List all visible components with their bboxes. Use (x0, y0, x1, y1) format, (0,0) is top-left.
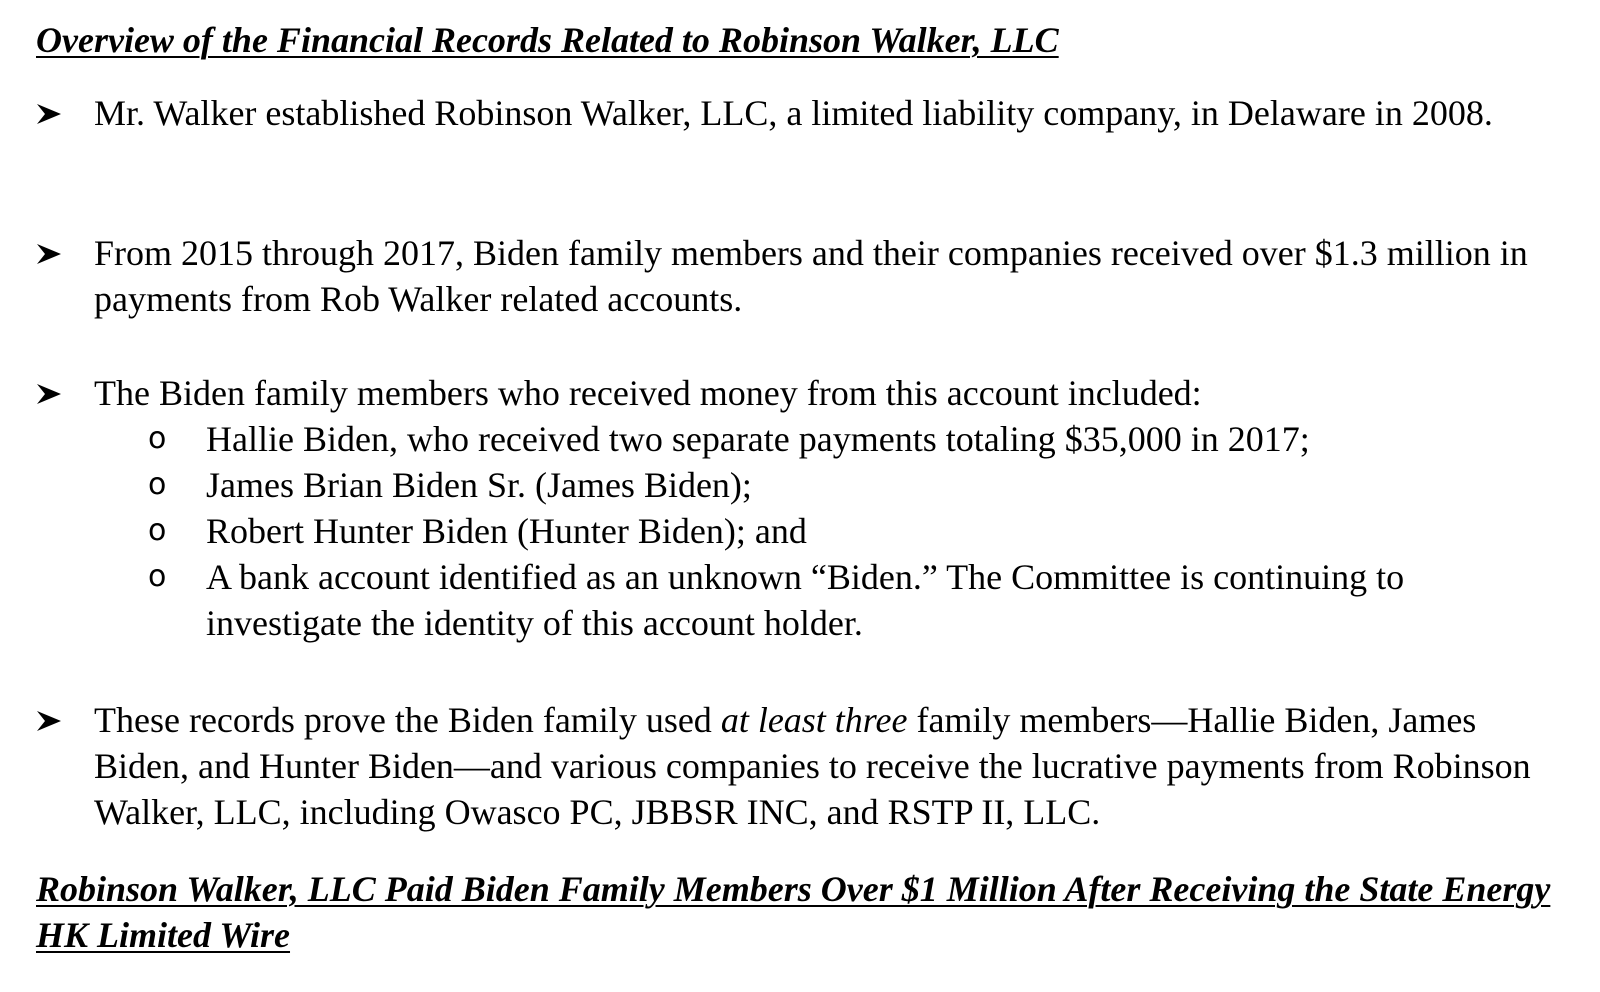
circle-bullet-icon: o (148, 559, 167, 594)
circle-bullet-icon: o (148, 467, 167, 502)
emphasized-text: at least three (720, 700, 908, 740)
sub-list-text: Hallie Biden, who received two separate payments totaling $35,000 in 2017; (206, 419, 1310, 459)
arrowhead-bullet-icon (36, 103, 62, 125)
sub-list-text: A bank account identified as an unknown “Biden.” The Committee is continuing to investigate the identity of this account holder. (206, 557, 1405, 643)
arrowhead-bullet-icon (36, 243, 62, 265)
bullet-item-records-prove (36, 697, 1566, 835)
sub-list-item (148, 554, 1566, 646)
bullet-text (94, 697, 1566, 835)
section-heading-payments: Robinson Walker, LLC Paid Biden Family Members Over $1 Million After Receiving the State Energy HK Limited Wire (36, 869, 1551, 955)
bullet-item-payments (36, 230, 1566, 322)
bullet-item-established (36, 90, 1566, 136)
bullet-text-part: These records prove the Biden family used (94, 700, 721, 740)
sub-list-item (148, 508, 1566, 554)
section-heading-overview: Overview of the Financial Records Related to Robinson Walker, LLC (36, 20, 1059, 60)
sub-list-item (148, 416, 1566, 462)
sub-list-item (148, 462, 1566, 508)
arrowhead-bullet-icon (36, 710, 62, 732)
sub-list-text: Robert Hunter Biden (Hunter Biden); and (206, 511, 807, 551)
bullet-item-family-members (36, 370, 1566, 646)
arrowhead-bullet-icon (36, 383, 62, 405)
bullet-text-part: family members—Hallie Biden, James Biden, and Hunter Biden—and various companies to receive the lucrative payments from Robinson Walker, LLC, including Owasco PC, JBBSR INC, and RSTP II, LLC. (94, 700, 1531, 832)
circle-bullet-icon: o (148, 421, 167, 456)
bullet-text: Mr. Walker established Robinson Walker, LLC, a limited liability company, in Delaware in 2008. (94, 93, 1493, 133)
bullet-text: From 2015 through 2017, Biden family members and their companies received over $1.3 million in payments from Rob Walker related accounts. (94, 233, 1528, 319)
circle-bullet-icon: o (148, 513, 167, 548)
sub-list-text: James Brian Biden Sr. (James Biden); (206, 465, 752, 505)
bullet-text: The Biden family members who received money from this account included: (94, 373, 1202, 413)
